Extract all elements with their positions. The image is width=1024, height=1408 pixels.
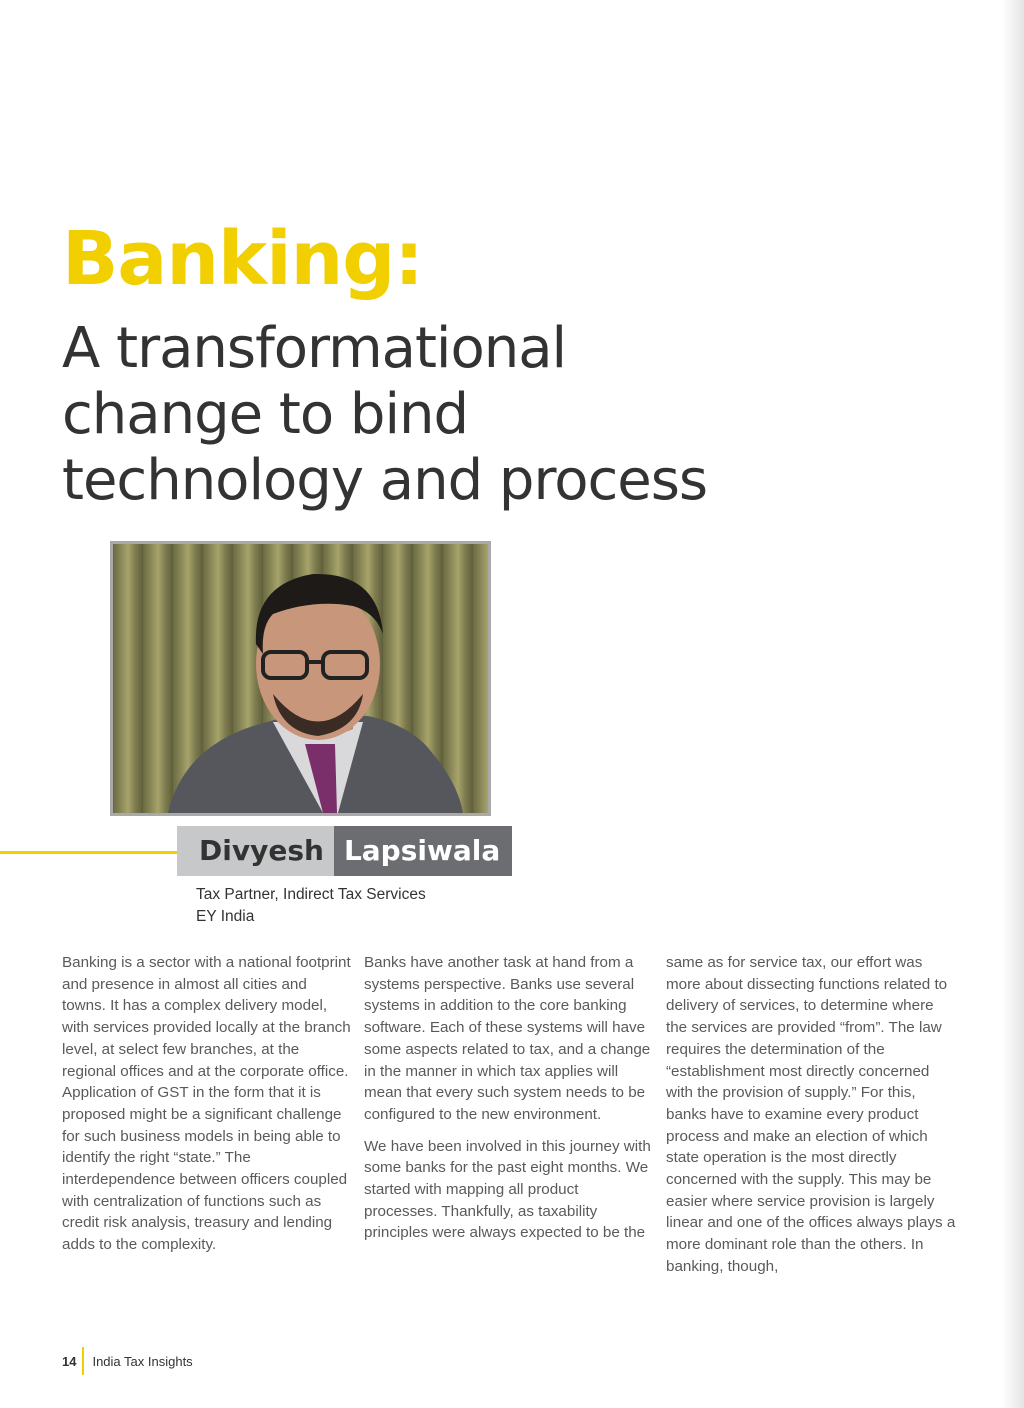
publication-name: India Tax Insights [92,1353,193,1369]
body-column-3 [666,952,956,1288]
author-first-name: Divyesh [177,826,334,876]
author-photo [110,541,491,816]
author-company: EY India [196,908,255,925]
author-role [196,884,426,928]
paragraph: Banking is a sector with a national footprint and presence in almost all cities and towns. It has a complex delivery model, with services provided locally at the branch level, at select few branches, at the regional offices and at the corporate office. Application of GST in the form that it is proposed might be a significant challenge for such business models in being able to identify the right “state.” The interdependence between officers coupled with centralization of functions such as credit risk analysis, treasury and lending adds to the complexity. [62,954,351,1254]
body-column-1 [62,952,352,1266]
article-title-line: change to bind [62,382,469,447]
page-edge-shadow [1002,0,1024,1408]
article-title-line: technology and process [62,448,708,513]
article-title-accent: Banking: [62,216,423,302]
footer-divider [82,1347,84,1375]
page-number: 14 [62,1353,77,1369]
paragraph: same as for service tax, our effort was more about dissecting functions related to delivery of services, to determine where the services are provided “from”. The law requires the determination of the “establishment most directly concerned with the provision of supply.” For this, banks have to examine every product process and make an election of which state operation is the most directly concerned with the supply. This may be easier where service provision is largely linear and one of the offices always plays a more dominant role than the others. In banking, though, [666,954,956,1275]
page-footer [62,1347,193,1375]
name-accent-rule [0,851,178,854]
article-title-line: A transformational [62,316,567,381]
body-column-2 [364,952,654,1254]
paragraph: Banks have another task at hand from a systems perspective. Banks use several systems in addition to the core banking software. Each of these systems will have some aspects related to tax, and a change in the manner in which tax applies will mean that every such system needs to be configured to the new environment. [364,954,651,1123]
author-name-bar [177,826,512,876]
author-last-name: Lapsiwala [334,826,512,876]
article-title [62,316,782,514]
author-portrait-illustration [113,544,488,813]
paragraph: We have been involved in this journey with some banks for the past eight months. We started with mapping all product processes. Thankfully, as taxability principles were always expected to be the [364,1137,651,1242]
author-title: Tax Partner, Indirect Tax Services [196,886,426,903]
